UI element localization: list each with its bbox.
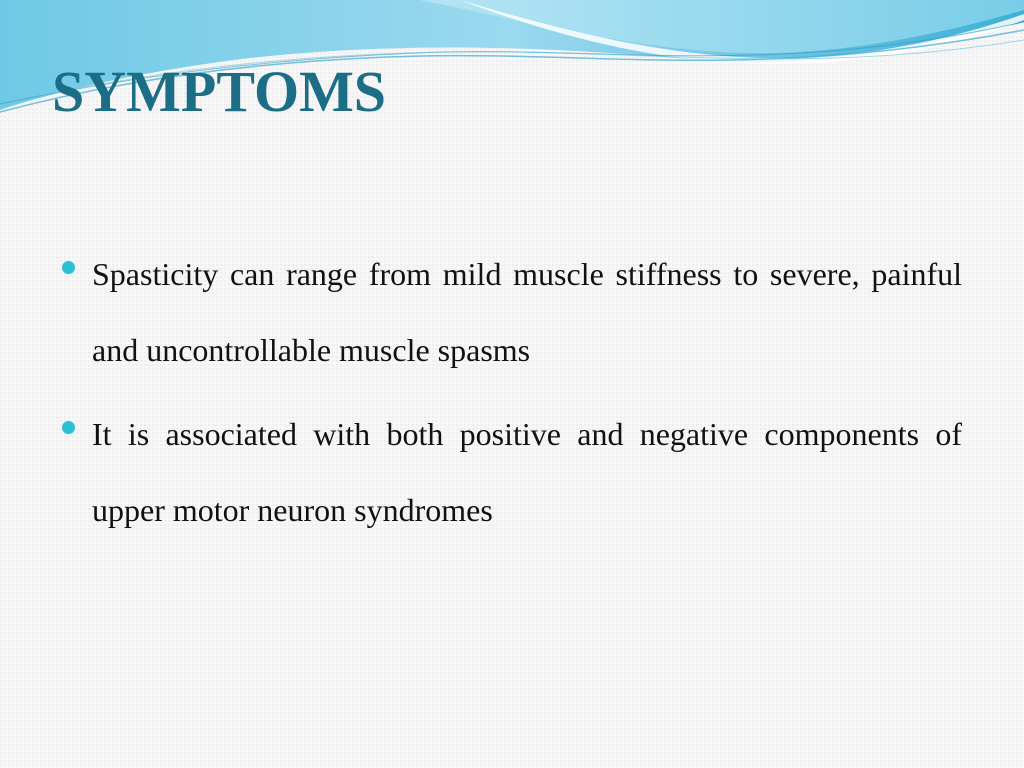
bullet-text: Spasticity can range from mild muscle stiffness to severe, painful and uncontrollable muscle spasms (92, 256, 962, 368)
bullet-list (62, 236, 962, 556)
bullet-dot-icon (62, 261, 75, 274)
bullet-text: It is associated with both positive and negative components of upper motor neuron syndromes (92, 416, 962, 528)
list-item (62, 396, 962, 548)
list-item (62, 236, 962, 388)
bullet-dot-icon (62, 421, 75, 434)
slide-title: SYMPTOMS (52, 59, 387, 124)
